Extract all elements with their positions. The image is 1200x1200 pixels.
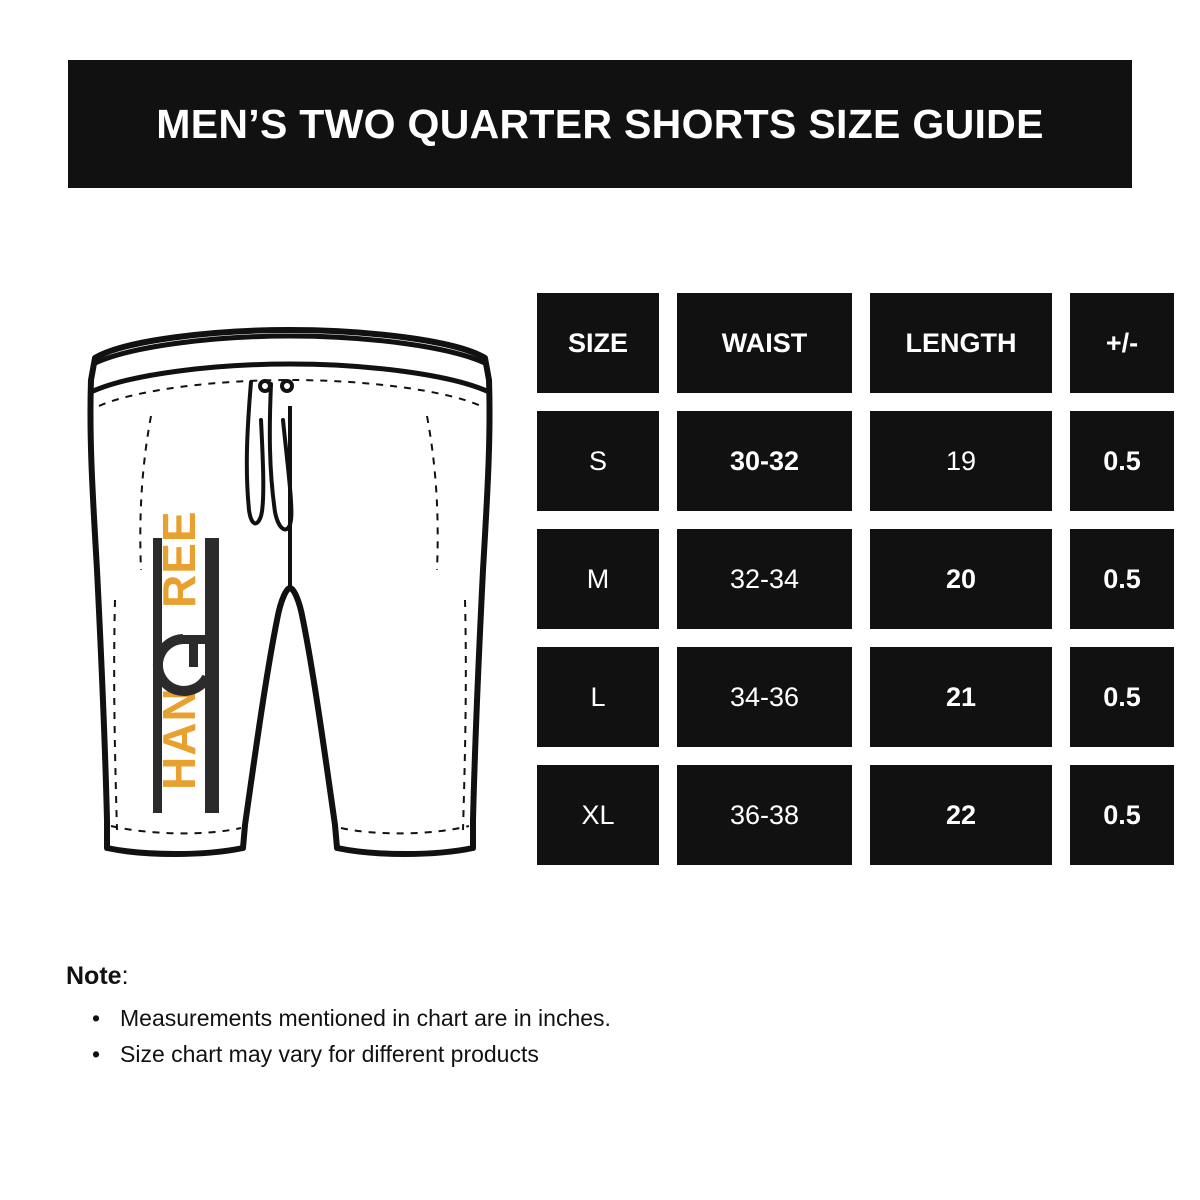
note-list [66,1001,966,1072]
note-colon: : [121,962,129,990]
svg-text:REE: REE [153,510,205,608]
page-title: MEN’S TWO QUARTER SHORTS SIZE GUIDE [156,100,1044,147]
table-header-tolerance: +/- [1070,293,1174,393]
table-row: S [537,411,659,511]
note-section [66,962,966,1072]
size-chart-table [537,293,1174,865]
table-header-size: SIZE [537,293,659,393]
table-row: 0.5 [1070,411,1174,511]
table-row: M [537,529,659,629]
table-row: 34-36 [677,647,852,747]
table-row: 30-32 [677,411,852,511]
table-row: L [537,647,659,747]
table-row: 21 [870,647,1052,747]
table-row: 20 [870,529,1052,629]
table-row: 0.5 [1070,765,1174,865]
list-item: • Size chart may vary for different products [66,1037,966,1073]
table-row: 0.5 [1070,647,1174,747]
note-label: Note [66,962,122,990]
table-row: 0.5 [1070,529,1174,629]
note-title [66,962,966,991]
list-item: • Measurements mentioned in chart are in inches. [66,1001,966,1037]
shorts-illustration [55,320,525,880]
table-row: 19 [870,411,1052,511]
title-banner [68,60,1132,188]
table-row: 36-38 [677,765,852,865]
svg-text:HAN: HAN [153,687,205,790]
table-row: 32-34 [677,529,852,629]
table-header-length: LENGTH [870,293,1052,393]
shorts-line-art-icon [55,320,525,880]
table-row: 22 [870,765,1052,865]
table-row: XL [537,765,659,865]
table-header-waist: WAIST [677,293,852,393]
